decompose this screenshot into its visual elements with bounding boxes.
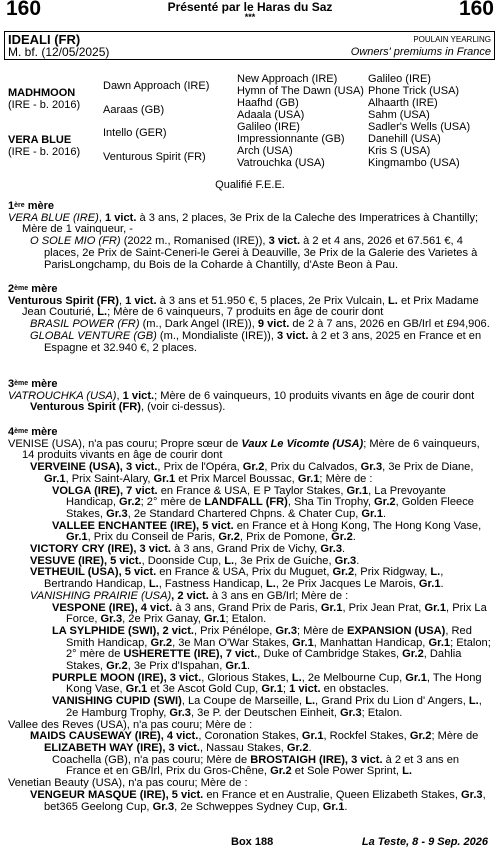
lot-number: 160 (6, 0, 42, 20)
produce-entry: MAIDS CAUSEWAY (IRE), 4 vict., Coronation Stakes, Gr.1, Rockfel Stakes, Gr.2; Mère de ELIZABETH WAY (IRE), 3 vict., Nassau Stakes, Gr.2. (30, 730, 479, 754)
sire-name: MADHMOON (8, 87, 76, 99)
produce-entry: LA SYLPHIDE (SWI), 2 vict., Prix Pénélope, Gr.3; Mère de EXPANSION (USA), Red Smith Handicap, Gr.2, 3e Man O'War Stakes, Gr.1, Manhattan Handicap, Gr.1; Etalon; 2° mère de USHERETTE (IRE), 7 vict., Duke of Cambridge Stakes, Gr.2, Dahlia Stakes, Gr.2, 3e Prix d'Ispahan, Gr.1. (52, 624, 491, 673)
first-dam-record: VERA BLUE (IRE), 1 vict. à 3 ans, 2 places, 3e Prix de la Caleche des Imperatrices à Chantilly; Mère de 1 vainqueur, - (8, 211, 479, 236)
pedigree-gen3: Hymn of The Dawn (USA) (237, 85, 364, 97)
pedigree-gen2: Venturous Spirit (FR) (103, 151, 206, 163)
pedigree-gen4: Kris S (USA) (368, 145, 431, 157)
third-dam-heading: 3ème mère (8, 378, 58, 390)
owners-note: Owners' premiums in France (350, 46, 491, 58)
produce-entry: BRASIL POWER (FR) (m., Dark Angel (IRE)), 9 vict. de 2 à 7 ans, 2026 en GB/Irl et £94,906. (30, 318, 490, 331)
pedigree-gen3: Haafhd (GB) (237, 97, 299, 109)
pedigree-gen4: Sahm (USA) (368, 109, 430, 121)
pedigree-gen3: Galileo (IRE) (237, 121, 300, 133)
produce-entry: VETHEUIL (USA), 5 vict. en France & USA, Prix du Muguet, Gr.2, Prix Ridgway, L., Bertrando Handicap, L., Fastness Handicap, L., 2e Prix Jacques Le Marois, Gr.1. (30, 566, 444, 591)
third-dam-record: VATROUCHKA (USA), 1 vict.; Mère de 6 vainqueurs, 10 produits vivants en âge de courir dont (8, 389, 475, 402)
third-dam-section (8, 379, 494, 414)
produce-entry: VENGEUR MASQUE (IRE), 5 vict. en France et en Australie, Queen Elizabeth Stakes, Gr.3, bet365 Geelong Cup, Gr.3, 2e Schweppes Sydney Cup, Gr.1. (30, 788, 486, 813)
produce-entry: GLOBAL VENTURE (GB) (m., Mondialiste (IRE)), 3 vict. à 2 et 3 ans, 2025 en France et en Espagne et 32.940 €, 2 places. (30, 329, 482, 354)
pedigree-gen4: Sadler's Wells (USA) (368, 121, 471, 133)
second-dam-heading: 2ème mère (8, 283, 58, 295)
produce-entry: VALLEE ENCHANTEE (IRE), 5 vict. en France et à Hong Kong, The Hong Kong Vase, Gr.1, Prix du Conseil de Paris, Gr.2, Prix de Pomone, Gr.2. (52, 519, 482, 544)
produce-entry: Venturous Spirit (FR), (voir ci-dessus). (30, 401, 226, 414)
produce-entry: VICTORY CRY (IRE), 3 vict. à 3 ans, Grand Prix de Vichy, Gr.3. (30, 543, 346, 556)
produce-entry: Coachella (GB), n'a pas couru; Mère de BROSTAIGH (IRE), 3 vict. à 2 et 3 ans en France et en GB/Irl, Prix du Gros-Chêne, Gr.2 et Sole Power Sprint, L. (52, 753, 460, 778)
horse-details: M. bf. (12/05/2025) (8, 45, 110, 59)
dam-info: (IRE - b. 2016) (8, 146, 81, 158)
lot-number-right: 160 (458, 0, 494, 20)
pedigree-gen3: Impressionnante (GB) (237, 133, 345, 145)
pedigree-gen4: Galileo (IRE) (368, 73, 431, 85)
qualification: Qualifié F.E.E. (215, 179, 285, 191)
pedigree-gen2: Aaraas (GB) (103, 104, 165, 116)
sale-type: POULAIN YEARLING (413, 35, 491, 44)
pedigree-gen3: Adaala (USA) (237, 109, 305, 121)
pedigree-gen4: Kingmambo (USA) (368, 157, 460, 169)
second-dam-section (8, 284, 494, 354)
produce-entry: VESPONE (IRE), 4 vict. à 3 ans, Grand Prix de Paris, Gr.1, Prix Jean Prat, Gr.1, Prix La Force, Gr.3, 2e Prix Ganay, Gr.1; Etalon. (52, 601, 487, 626)
first-dam-section (8, 201, 494, 271)
dam-name: VERA BLUE (8, 134, 72, 146)
horse-id-box (4, 31, 495, 60)
presented-by: Présenté par le Haras du Saz (167, 0, 333, 14)
pedigree-gen2: Intello (GER) (103, 127, 167, 139)
produce-entry: VANISHING PRAIRIE (USA), 2 vict. à 3 ans en GB/Irl; Mère de : (30, 589, 349, 602)
stars: *** (244, 12, 256, 22)
produce-entry: PURPLE MOON (IRE), 3 vict., Glorious Stakes, L., 2e Melbourne Cup, Gr.1, The Hong Kong Vase, Gr.1 et 3e Ascot Gold Cup, Gr.1; 1 vict. en obstacles. (52, 671, 482, 696)
horse-name: IDEALI (FR) (8, 32, 81, 47)
sale-place-date: La Teste, 8 - 9 Sep. 2026 (361, 836, 488, 848)
pedigree-gen4: Alhaarth (IRE) (368, 97, 438, 109)
produce-entry: VESUVE (IRE), 5 vict., Doonside Cup, L., 3e Prix de Guiche, Gr.3. (30, 554, 360, 567)
fourth-dam-section (8, 427, 494, 813)
produce-entry: O SOLE MIO (FR) (2022 m., Romanised (IRE)), 3 vict. à 2 et 4 ans, 2026 et 67.561 €, 4 places, 2e Prix de Saint-Ceneri-le Gerei à Deauville, 3e Prix de la Galerie des Varietes à ParisLongchamp, du Bois de la Cohardе à Chantilly, d'Aste Beon à Pau. (30, 235, 478, 271)
sire-info: (IRE - b. 2016) (8, 99, 81, 111)
pedigree-gen3: Arch (USA) (237, 145, 293, 157)
fourth-dam-record: VENISE (USA), n'a pas couru; Propre sœur de Vaux Le Vicomte (USA); Mère de 6 vainqueurs, 14 produits vivants en âge de courir dont (8, 437, 480, 462)
pedigree-gen4: Danehill (USA) (368, 133, 441, 145)
fourth-dam-heading: 4ème mère (8, 426, 58, 438)
pedigree-gen2: Dawn Approach (IRE) (103, 80, 210, 92)
pedigree-gen3: Vatrouchka (USA) (237, 157, 325, 169)
produce-entry: VERVEINE (USA), 3 vict., Prix de l'Opéra, Gr.2, Prix du Calvados, Gr.3, 3e Prix de Diane, Gr.1, Prix Saint-Alary, Gr.1 et Prix Marcel Boussac, Gr.1; Mère de : (30, 461, 474, 485)
produce-entry: Vallee des Reves (USA), n'a pas couru; Mère de : (8, 718, 253, 731)
pedigree-gen4: Phone Trick (USA) (368, 85, 460, 97)
produce-entry: VANISHING CUPID (SWI), La Coupe de Marseille, L., Grand Prix du Lion d' Angers, L., 2e Hamburg Trophy, Gr.3, 3e P. der Deutschen Einheit, Gr.3; Etalon. (52, 695, 482, 719)
produce-entry: Venetian Beauty (USA), n'a pas couru; Mère de : (8, 777, 248, 790)
produce-entry: VOLGA (IRE), 7 vict. en France & USA, E P Taylor Stakes, Gr.1, La Prevoyante Handicap, Gr.2; 2° mère de LANDFALL (FR), Sha Tin Trophy, Gr.2, Golden Fleece Stakes, Gr.3, 2e Standard Chartered Chpns. & Chater Cup, Gr.1. (52, 484, 474, 520)
second-dam-record: Venturous Spirit (FR), 1 vict. à 3 ans et 51.950 €, 5 places, 2e Prix Vulcain, L. et Prix Madame Jean Couturié, L.; Mère de 6 vainqueurs, 7 produits en âge de courir dont (8, 294, 479, 319)
first-dam-heading: 1ère mère (8, 200, 54, 212)
box-number: Box 188 (231, 836, 274, 848)
pedigree-gen3: New Approach (IRE) (237, 73, 338, 85)
